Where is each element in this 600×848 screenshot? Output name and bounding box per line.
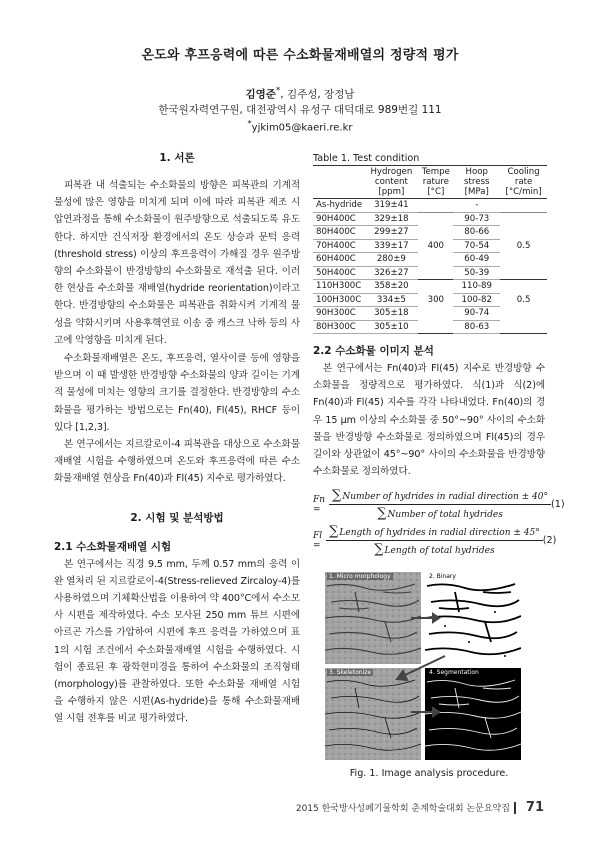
image-analysis-body — [313, 360, 545, 480]
table-cell: 305±10 — [364, 320, 418, 334]
footer-text: 2015 한국방사성폐기물학회 춘계학술대회 논문요약집 — [295, 804, 510, 814]
table-cell: 60H400C — [313, 253, 364, 267]
table-cell: 305±18 — [364, 307, 418, 321]
eq2-denominator: Length of total hydrides — [384, 546, 495, 556]
image-analysis-figure — [325, 572, 521, 760]
table-cell: As-hydride — [313, 199, 364, 213]
table-header-cell — [313, 166, 364, 199]
methods-body — [54, 556, 300, 728]
table-cell: 80-63 — [453, 320, 500, 334]
image-analysis-paragraph: 본 연구에서는 Fn(40)과 Fl(45) 지수로 반경방향 수소화물을 정량적으로 평가하였다. 식(1)과 식(2)에 Fn(40)과 Fl(45) 지수를 각각 나타내었다. Fn(40)의 경우 15 μm 이상의 수소화물 중 50°~90° 사이의 수소화물을 반경방향 수소화물로 정의하였으며 Fl(45)의 경우 길이와 상관없이 45°~90° 사이의 수소화물을 반경방향 수소화물로 정의하였다. — [313, 363, 545, 478]
table-cell: - — [453, 199, 500, 213]
table-caption: Table 1. Test condition — [313, 153, 420, 164]
table-cell: 80-66 — [453, 226, 500, 240]
page-number: 71 — [525, 800, 544, 815]
table-cell — [418, 253, 453, 267]
test-condition-table — [313, 165, 547, 334]
author-line — [0, 86, 600, 102]
table-cell: 0.5 — [516, 240, 531, 251]
table-cell: 110-89 — [453, 280, 500, 294]
table-cell: 300 — [427, 294, 445, 305]
table-cell — [418, 212, 453, 226]
table-cell: 90-73 — [453, 212, 500, 226]
eq1-denominator: Number of total hydrides — [387, 510, 503, 520]
table-cell: 90H400C — [313, 212, 364, 226]
table-cell: 50-39 — [453, 266, 500, 280]
table-cell: 50H400C — [313, 266, 364, 280]
subsection-heading-image: 2.2 수소화물 이미지 분석 — [313, 345, 434, 357]
co-authors: , 김주성, 장정남 — [280, 88, 355, 101]
table-header-cell: Hoop stress [MPa] — [464, 167, 490, 197]
table-cell — [500, 226, 547, 240]
table-cell: 70H400C — [313, 239, 364, 253]
panel-label: 1. Micro morphology — [329, 573, 391, 580]
table-body — [313, 199, 547, 334]
table-row — [313, 280, 547, 294]
table-row — [313, 307, 547, 321]
table-cell — [500, 199, 547, 213]
eq1-number: (1) — [550, 499, 565, 510]
table-row — [313, 239, 547, 253]
table-cell — [418, 320, 453, 334]
table-cell — [418, 280, 453, 294]
table-cell: 319±41 — [364, 199, 418, 213]
table-cell: 358±20 — [364, 280, 418, 294]
table-cell — [418, 307, 453, 321]
table-cell: 280±9 — [364, 253, 418, 267]
table-cell: 334±5 — [364, 293, 418, 307]
table-row — [313, 320, 547, 334]
intro-paragraph-3: 본 연구에서는 지르칼로이-4 피복관을 대상으로 수소화물재배열 시험을 수행하였으며 온도와 후프응력에 따른 수소화물재배열 현상을 Fn(40)과 Fl(45) 지수로 평가하였다. — [54, 439, 300, 485]
paper-title: 온도와 후프응력에 따른 수소화물재배열의 정량적 평가 — [141, 48, 459, 63]
section-heading-methods: 2. 시험 및 분석방법 — [130, 511, 224, 524]
methods-paragraph-1: 본 연구에서는 직경 9.5 mm, 두께 0.57 mm의 응력 이완 열처리 된 지르칼로이-4(Stress-relieved Zircaloy-4)를 사용하였으며 기체확산법을 이용하여 약 400°C에서 수소모사 시편을 제작하였다. 수소 모사된 250 mm 튜브 시편에 아르곤 가스를 가압하여 시편에 후프 응력을 가하였으며 표 1의 시험 조건에서 수소화물재배열 시험을 수행하였다. 시험이 종료된 후 광학현미경을 통하여 수소화물의 조직형태(morphology)를 관찰하였다. 또한 수소화물 재배열 시험을 수행하지 않은 시편(As-hydride)을 통해 수소화물재배열 시험 전후를 비교 평가하였다. — [54, 558, 301, 725]
table-cell — [500, 253, 547, 267]
equation-2 — [313, 524, 557, 557]
section-heading-intro: 1. 서론 — [159, 152, 195, 164]
table-row — [313, 212, 547, 226]
table-cell — [500, 307, 547, 321]
intro-body — [54, 177, 300, 488]
table-header-cell: Hydrogen content [ppm] — [370, 167, 413, 197]
panel-label: 2. Binary — [429, 573, 456, 580]
eq2-lhs: Fl = — [313, 530, 323, 551]
table-header-row — [313, 166, 547, 199]
table-cell — [500, 266, 547, 280]
table-row — [313, 253, 547, 267]
affiliation: 한국원자력연구원, 대전광역시 유성구 대덕대로 989번길 111 — [158, 104, 442, 116]
eq2-fraction: $\frac{\text{∑Length of hydrides in radial direction ± 45°}}{\text{∑Length of total hydrides}}$ — [326, 524, 543, 557]
corresponding-author: 김영준 — [245, 88, 276, 101]
table-cell: 90H300C — [313, 307, 364, 321]
eq1-numerator: Number of hydrides in radial direction ± 40° — [342, 492, 548, 502]
left-column — [54, 150, 300, 728]
eq2-number: (2) — [542, 535, 557, 546]
panel-label: 3. Skeletonize — [329, 669, 372, 676]
table-header-cell: Cooling rate [°C/min] — [505, 167, 542, 197]
table-cell — [418, 199, 453, 213]
table-row — [313, 266, 547, 280]
table-cell: 90-74 — [453, 307, 500, 321]
table-cell: 326±27 — [364, 266, 418, 280]
table-cell: 70-54 — [453, 239, 500, 253]
table-cell: 339±17 — [364, 239, 418, 253]
intro-paragraph-2: 수소화물재배열은 온도, 후프응력, 열사이클 등에 영향을 받으며 이 때 발생한 반경방향 수소화물의 양과 길이는 기계적 물성에 미치는 영향의 크기를 결정한다. 반경방향의 수소화물을 평가하는 방법으로는 Fn(40), Fl(45), RHCF 등이 있다 [1,2,3]. — [54, 353, 300, 433]
right-column — [313, 343, 545, 480]
table-row — [313, 199, 547, 213]
table-cell — [500, 212, 547, 226]
author-mark: * — [275, 86, 281, 96]
eq1-lhs: Fn = — [313, 494, 326, 515]
table-row — [313, 226, 547, 240]
table-cell: 100-82 — [453, 293, 500, 307]
table-cell: 80H400C — [313, 226, 364, 240]
table-cell: 110H300C — [313, 280, 364, 294]
email: yjkim05@kaeri.re.kr — [251, 122, 353, 134]
table-cell — [418, 266, 453, 280]
footer-divider — [514, 802, 516, 814]
eq1-fraction: $\frac{\text{∑Number of hydrides in radial direction ± 40°}}{\text{∑Number of total hydrides}}$ — [329, 488, 551, 521]
intro-paragraph-1: 피복관 내 석출되는 수소화물의 방향은 피복관의 기계적 물성에 많은 영향을 미치게 되며 이에 따라 피복관 제조 시 압연과정을 통해 수소화물이 원주방향으로 석출되도록 유도한다. 하지만 건식저장 환경에서의 온도 상승과 문턱 응력(threshold stress) 이상의 후프응력이 가해질 경우 원주방향의 수소화물이 반경방향의 수소화물로 재석출 된다. 이러한 현상을 수소화물 재배열(hydride reorientation)이라고 한다. 반경방향의 수소화물은 피복관을 취화시켜 기계적 물성을 약화시키며 사용후핵연료 이송 중 캐스크 낙하 등의 사고에 악영향을 미치게 된다. — [54, 180, 300, 346]
subsection-heading-test: 2.1 수소화물재배열 시험 — [54, 540, 172, 553]
table-cell: 329±18 — [364, 212, 418, 226]
email-mark: * — [247, 118, 252, 128]
table-cell — [500, 320, 547, 334]
table-cell: 0.5 — [516, 294, 531, 305]
table-cell: 400 — [427, 240, 445, 251]
panel-label: 4. Segmentation — [429, 669, 479, 676]
eq2-numerator: Length of hydrides in radial direction ± 45° — [339, 528, 540, 538]
table-cell — [418, 226, 453, 240]
table-cell — [500, 280, 547, 294]
table-cell: 100H300C — [313, 293, 364, 307]
equation-1 — [313, 488, 565, 521]
page-footer — [296, 800, 544, 815]
table-header-cell: Tempe rature [°C] — [421, 167, 450, 197]
table-row — [313, 293, 547, 307]
table-cell: 299±27 — [364, 226, 418, 240]
procedure-arrows — [325, 572, 521, 760]
table-cell: 80H300C — [313, 320, 364, 334]
table-cell: 60-49 — [453, 253, 500, 267]
figure-caption: Fig. 1. Image analysis procedure. — [349, 768, 509, 779]
email-line — [0, 118, 600, 133]
